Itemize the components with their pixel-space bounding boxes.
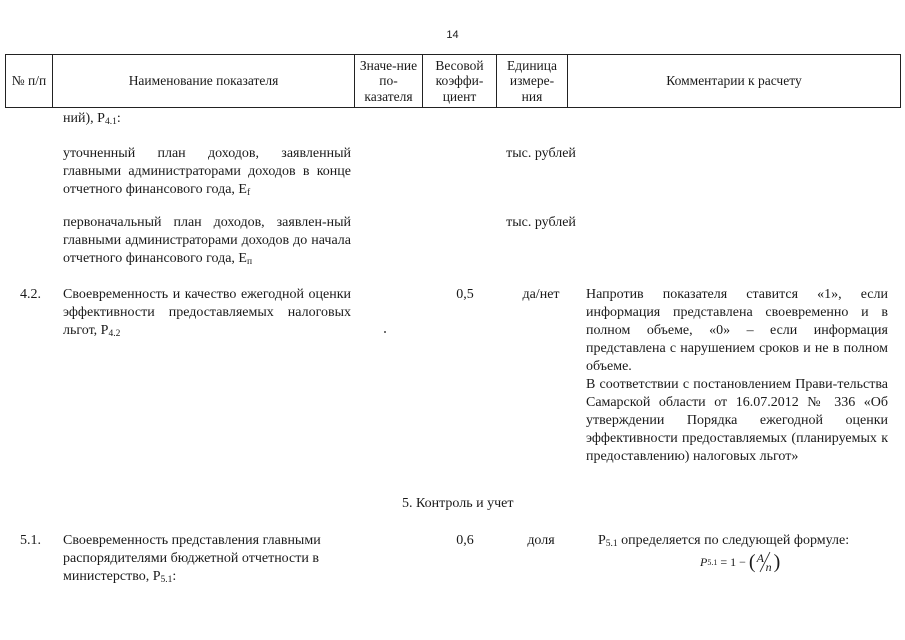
formula-paren-left: ( xyxy=(748,551,756,573)
header-comment: Комментарии к расчету xyxy=(666,73,802,89)
stray-dot xyxy=(384,331,386,333)
row-5-1-comment: $Р_{5.1}$ определяется по следующей формуле: xyxy=(598,533,850,549)
continued-text: ний), $Р_{4.1}$: xyxy=(63,111,121,127)
sub-indicator-2-name: первоначальный план доходов, заявлен-ный главными администраторами доходов до начала отчетного финансового года, $Е_п$ xyxy=(63,215,351,267)
row-5-1-weight: 0,6 xyxy=(456,533,474,548)
row-4-2-num: 4.2. xyxy=(20,287,41,302)
header-num: № п/п xyxy=(6,55,53,107)
row-4-2-comment-1: Напротив показателя ставится «1», если информация представлена своевременно и в полном объеме, «0» – если информация представлена с нарушением сроков и не в полном объеме. xyxy=(586,287,888,374)
page-number: 14 xyxy=(446,29,459,41)
sub-indicator-1-name: уточненный план доходов, заявленный главными администраторами доходов в конце отчетного финансового года, $Е_f$ xyxy=(63,146,351,198)
header-name: Наименование показателя xyxy=(53,55,355,107)
header-unit: Единица измере-ния xyxy=(497,55,568,107)
section-5-heading: 5. Контроль и учет xyxy=(402,496,514,511)
formula-fraction: A n xyxy=(756,551,772,574)
row-5-1-unit: доля xyxy=(527,533,555,548)
formula-paren-right: ) xyxy=(773,551,781,573)
sub-indicator-2-unit: тыс. рублей xyxy=(506,215,576,230)
table-header xyxy=(5,54,901,108)
row-5-1-num: 5.1. xyxy=(20,533,41,548)
row-4-2-comment-2: В соответствии с постановлением Прави-тельства Самарской области от 16.07.2012 № 336 «Об утверждении Порядка ежегодной оценки эффективности предоставляемых (планируемых к предоставлению) налоговых льгот» xyxy=(586,377,888,464)
header-value: Значе-ние по-казателя xyxy=(355,55,423,107)
row-4-2-weight: 0,5 xyxy=(456,287,474,302)
row-4-2-unit: да/нет xyxy=(522,287,560,302)
formula-p51: P 5.1 = 1 − ( A n ) xyxy=(700,551,781,574)
row-4-2-name: Своевременность и качество ежегодной оценки эффективности предоставляемых налоговых льгот, $Р_{4.2}$ xyxy=(63,287,351,339)
header-weight: Весовой коэффи-циент xyxy=(423,55,497,107)
sub-indicator-1-unit: тыс. рублей xyxy=(506,146,576,161)
row-5-1-name: Своевременность представления главными распорядителями бюджетной отчетности в министерство, $Р_{5.1}$: xyxy=(63,533,321,585)
